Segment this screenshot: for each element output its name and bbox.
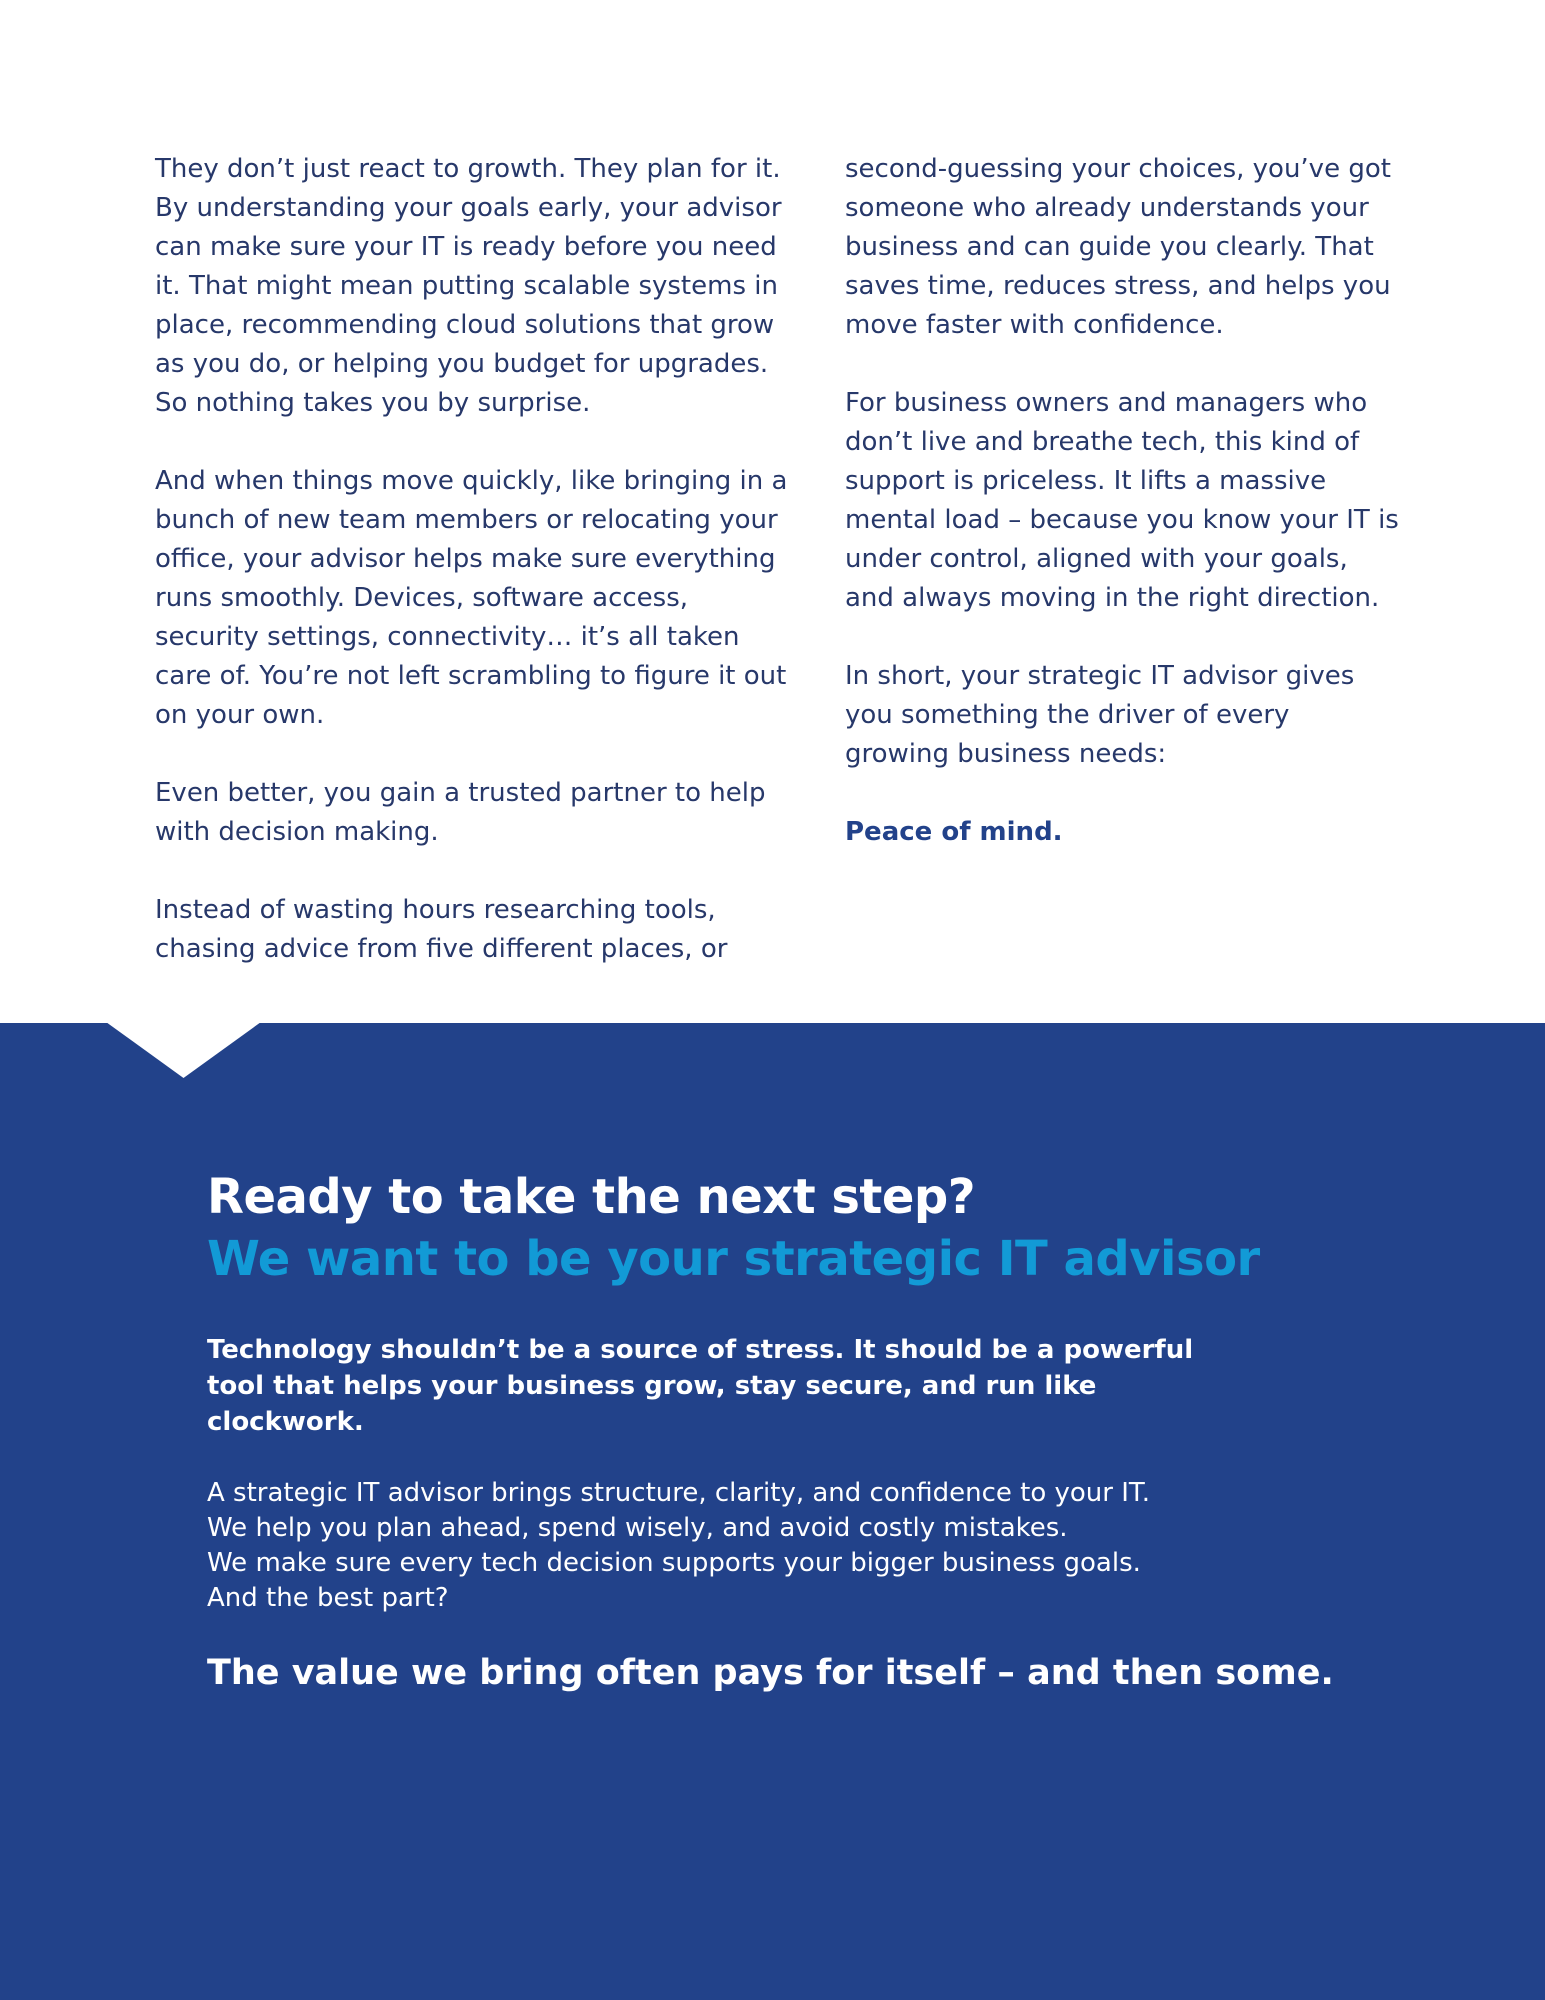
article-paragraph: Instead of wasting hours researching tools, chasing advice from five different places, or (155, 895, 728, 964)
two-column-article (155, 150, 1400, 969)
cta-title: Ready to take the next step? (207, 1169, 976, 1225)
cta-body-line: We make sure every tech decision supports your bigger business goals. (207, 1548, 1141, 1578)
article-paragraph: For business owners and managers who don’t live and breathe tech, this kind of support is priceless. It lifts a massive mental load – because you know your IT is under control, aligned with your goals, and always moving in the right direction. (845, 388, 1399, 613)
article-column-right (845, 150, 1400, 969)
article-paragraph: second-guessing your choices, you’ve got someone who already understands your business and can guide you clearly. That saves time, reduces stress, and helps you move faster with confidence. (845, 154, 1391, 340)
article-paragraph: They don’t just react to growth. They plan for it. By understanding your goals early, your advisor can make sure your IT is ready before you need it. That might mean putting scalable systems in place, recommending cloud solutions that grow as you do, or helping you budget for upgrades. So nothing takes you by surprise. (155, 154, 782, 418)
cta-body-line: And the best part? (207, 1583, 449, 1613)
cta-body (207, 1476, 1407, 1616)
cta-body-line: A strategic IT advisor brings structure, clarity, and confidence to your IT. (207, 1478, 1150, 1508)
cta-body-line: We help you plan ahead, spend wisely, and avoid costly mistakes. (207, 1513, 1068, 1543)
notch-shape (106, 1022, 261, 1079)
cta-lead: Technology shouldn’t be a source of stress. It should be a powerful tool that helps your business grow, stay secure, and run like clockwork. (207, 1335, 1194, 1437)
article-paragraph: Even better, you gain a trusted partner to help with decision making. (155, 778, 766, 847)
cta-subtitle: We want to be your strategic IT advisor (207, 1231, 1260, 1287)
article-emphasis: Peace of mind. (845, 817, 1063, 847)
cta-closing: The value we bring often pays for itself – and then some. (207, 1653, 1334, 1693)
cta-content (207, 1166, 1407, 1696)
article-paragraph: In short, your strategic IT advisor gives you something the driver of every growing business needs: (845, 661, 1355, 769)
article-paragraph: And when things move quickly, like bringing in a bunch of new team members or relocating your office, your advisor helps make sure everything runs smoothly. Devices, software access, security settings, connectivity… it’s all taken care of. You’re not left scrambling to figure it out on your own. (155, 466, 788, 730)
article-column-left (155, 150, 795, 969)
